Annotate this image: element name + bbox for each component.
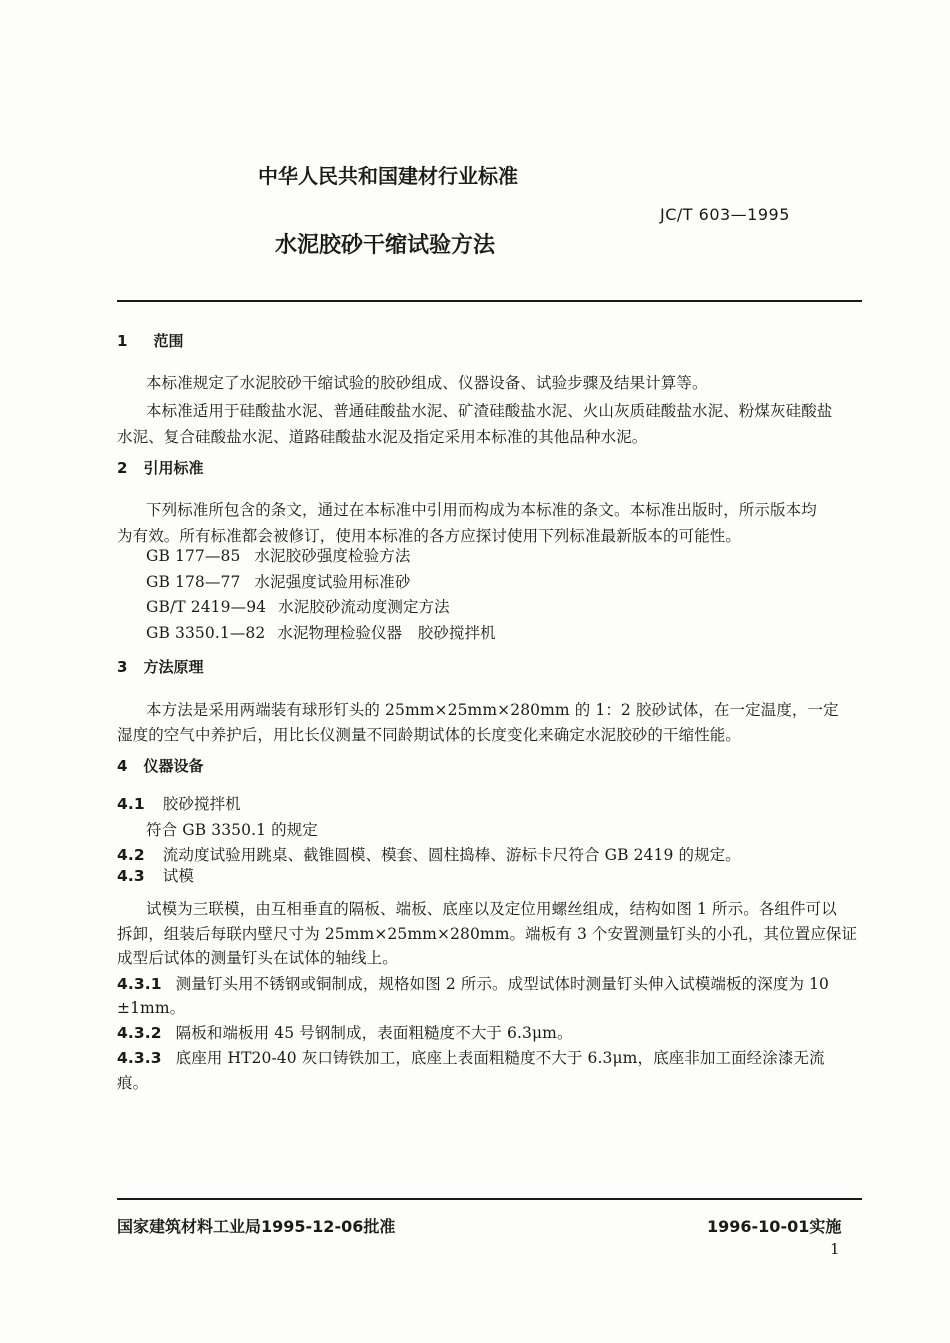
subsection-text: 底座用 HT20-40 灰口铸铁加工，底座上表面粗糙度不大于 6.3μm，底座非加工面经涂漆无流 <box>175 1049 825 1067</box>
subsection-title: 流动度试验用跳桌、截锥圆模、模套、圆柱捣棒、游标卡尺符合 GB 2419 的规定。 <box>162 846 741 864</box>
subsection-4-3-2 <box>117 1021 573 1043</box>
reference-name: 水泥物理检验仪器 胶砂搅拌机 <box>277 624 496 642</box>
subsection-number: 4.1 <box>117 795 145 813</box>
section-1-heading <box>117 330 183 351</box>
subsection-text: 隔板和端板用 45 号钢制成，表面粗糙度不大于 6.3μm。 <box>175 1024 573 1042</box>
paragraph: 本标准规定了水泥胶砂干缩试验的胶砂组成、仪器设备、试验步骤及结果计算等。 <box>146 374 708 392</box>
subsection-number: 4.3.1 <box>117 975 162 993</box>
subsection-number: 4.3.3 <box>117 1049 162 1067</box>
paragraph: 水泥、复合硅酸盐水泥、道路硅酸盐水泥及指定采用本标准的其他品种水泥。 <box>117 428 648 446</box>
reference-code: GB 178—77 <box>146 573 241 591</box>
paragraph: ±1mm。 <box>117 999 186 1017</box>
reference-code: GB 177—85 <box>146 547 241 565</box>
section-4-heading <box>117 755 203 776</box>
subsection-number: 4.3 <box>117 867 145 885</box>
paragraph: 痕。 <box>117 1074 149 1092</box>
footer-rule <box>117 1198 862 1200</box>
paragraph: 本标准适用于硅酸盐水泥、普通硅酸盐水泥、矿渣硅酸盐水泥、火山灰质硅酸盐水泥、粉煤灰硅酸盐 <box>146 402 833 420</box>
paragraph: 本方法是采用两端装有球形钉头的 25mm×25mm×280mm 的 1：2 胶砂试体，在一定温度，一定 <box>146 701 839 719</box>
section-2-heading <box>117 457 203 478</box>
reference-name: 水泥胶砂流动度测定方法 <box>278 598 450 616</box>
reference-item <box>146 544 410 566</box>
subsection-number: 4.2 <box>117 846 145 864</box>
approval-line: 国家建筑材料工业局1995-12-06批准 <box>117 1217 396 1236</box>
paragraph: 符合 GB 3350.1 的规定 <box>146 821 318 839</box>
reference-code: GB/T 2419—94 <box>146 598 267 616</box>
reference-name: 水泥胶砂强度检验方法 <box>254 547 411 565</box>
reference-code: GB 3350.1—82 <box>146 624 266 642</box>
reference-name: 水泥强度试验用标准砂 <box>254 573 411 591</box>
paragraph: 下列标准所包含的条文，通过在本标准中引用而构成为本标准的条文。本标准出版时，所示版本均 <box>146 501 817 519</box>
header-rule <box>117 300 862 302</box>
paragraph: 拆卸，组装后每联内壁尺寸为 25mm×25mm×280mm。端板有 3 个安置测量钉头的小孔，其位置应保证 <box>117 925 858 943</box>
effective-line: 1996-10-01实施 <box>707 1217 842 1236</box>
reference-item <box>146 595 450 617</box>
section-number: 2 <box>117 459 128 477</box>
section-title: 仪器设备 <box>143 757 204 775</box>
section-title: 引用标准 <box>143 459 204 477</box>
subsection-4-3 <box>117 864 194 886</box>
reference-item <box>146 621 496 643</box>
page-number: 1 <box>830 1240 840 1258</box>
paragraph: 湿度的空气中养护后，用比长仪测量不同龄期试体的长度变化来确定水泥胶砂的干缩性能。 <box>117 726 742 744</box>
standard-category: 中华人民共和国建材行业标准 <box>258 164 518 188</box>
section-number: 1 <box>117 332 128 350</box>
subsection-4-1 <box>117 792 241 814</box>
subsection-text: 测量钉头用不锈钢或铜制成，规格如图 2 所示。成型试体时测量钉头伸入试模端板的深度为 10 <box>175 975 830 993</box>
paragraph: 试模为三联模，由互相垂直的隔板、端板、底座以及定位用螺丝组成，结构如图 1 所示。各组件可以 <box>146 900 837 918</box>
document-title: 水泥胶砂干缩试验方法 <box>275 233 496 258</box>
paragraph: 为有效。所有标准都会被修订，使用本标准的各方应探讨使用下列标准最新版本的可能性。 <box>117 527 742 545</box>
standard-code: JC/T 603—1995 <box>660 205 790 224</box>
subsection-number: 4.3.2 <box>117 1024 162 1042</box>
subsection-4-2 <box>117 843 741 865</box>
subsection-4-3-1 <box>117 972 829 994</box>
reference-item <box>146 570 410 592</box>
subsection-title: 试模 <box>162 867 194 885</box>
section-title: 范围 <box>153 332 184 350</box>
paragraph: 成型后试体的测量钉头在试体的轴线上。 <box>117 949 398 967</box>
subsection-4-3-3 <box>117 1046 825 1068</box>
section-title: 方法原理 <box>143 658 204 676</box>
subsection-title: 胶砂搅拌机 <box>162 795 241 813</box>
section-number: 4 <box>117 757 128 775</box>
section-number: 3 <box>117 658 128 676</box>
section-3-heading <box>117 656 203 677</box>
